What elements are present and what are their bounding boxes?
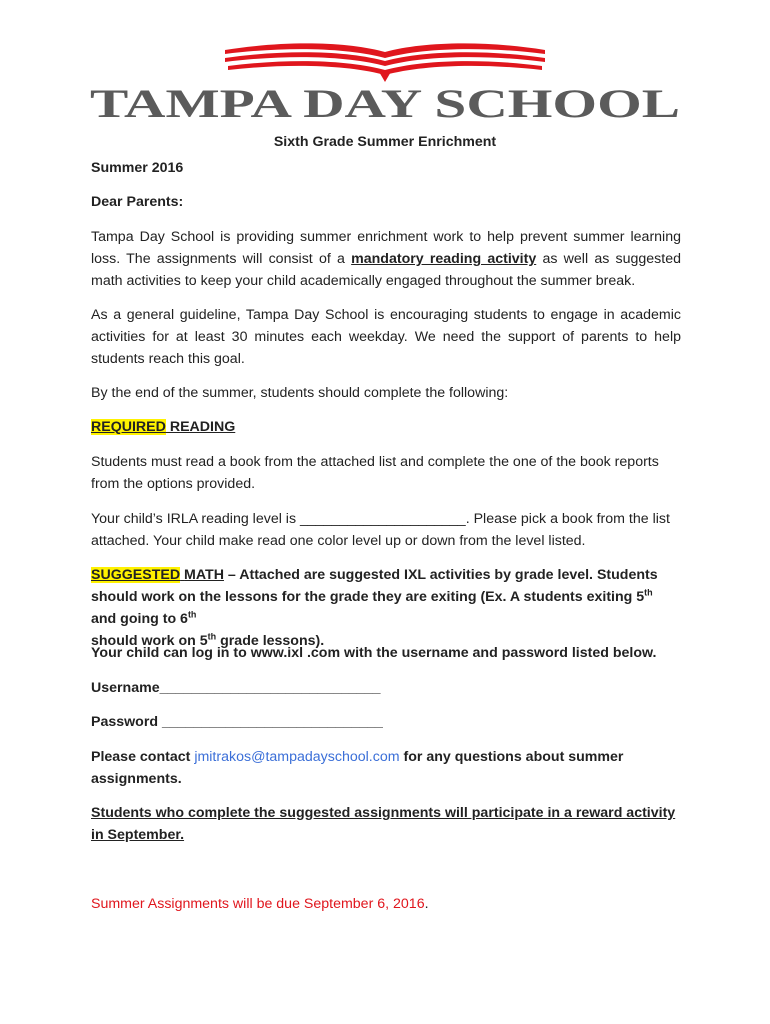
contact-text-end: for any questions about summer assignments.	[91, 749, 624, 787]
math-sup-1: th	[644, 587, 653, 598]
document-title: Sixth Grade Summer Enrichment	[273, 134, 497, 150]
ixl-login-instructions: Your child can log in to www.ixl .com with the username and password listed below.	[91, 645, 657, 661]
contact-text-start: Please contact	[91, 749, 195, 765]
due-date-punct: .	[424, 896, 429, 912]
math-text-2: and going to 6	[91, 611, 188, 627]
school-name-wordmark: TAMPA DAY SCHOOL	[90, 81, 680, 122]
contact-email-link[interactable]: jmitrakos@tampadayschool.com	[194, 749, 400, 765]
math-text-1: – Attached are suggested IXL activities by grade level. Students should work on the lessons for the grade they are exiting (Ex. A students exiting 5	[91, 567, 658, 605]
due-date-text: Summer Assignments will be due September 6, 2016	[91, 896, 425, 912]
salutation: Dear Parents:	[91, 194, 184, 210]
date-line: Summer 2016	[91, 160, 184, 176]
reading-level-text: Your child’s IRLA reading level is	[91, 511, 300, 527]
suggested-highlight: SUGGESTED	[91, 567, 181, 583]
math-sup-3: th	[207, 631, 217, 642]
school-logo	[88, 42, 682, 122]
suggested-math-label	[91, 567, 224, 583]
password-line	[91, 711, 681, 733]
username-label: Username	[91, 680, 160, 696]
complete-intro: By the end of the summer, students should complete the following:	[91, 385, 509, 401]
math-paragraph	[91, 564, 681, 652]
reading-level-paragraph	[91, 508, 681, 552]
username-line	[91, 677, 681, 699]
intro-text-start: Tampa Day School is providing summer enrichment work to help prevent summer learning loss. The assignments will consist of a	[91, 229, 681, 267]
open-book-logo-icon	[88, 42, 682, 122]
due-date-line	[91, 893, 681, 915]
required-highlight: REQUIRED	[91, 419, 166, 435]
math-label: MATH	[184, 567, 224, 583]
guideline-paragraph: As a general guideline, Tampa Day School is encouraging students to engage in academic activities for at least 30 minutes each weekday. We need the support of parents to help students reach this goal.	[91, 307, 681, 367]
username-blank[interactable]: ____________________________	[159, 680, 381, 696]
math-text-4: grade lessons).	[216, 633, 325, 649]
reward-paragraph: Students who complete the suggested assignments will participate in a reward activity in September.	[91, 805, 676, 843]
intro-text-end: as well as suggested math activities to keep your child academically engaged throughout the summer break.	[91, 251, 681, 289]
reading-heading-rest: READING	[165, 419, 236, 435]
required-reading-heading	[91, 416, 681, 438]
math-sup-2: th	[187, 609, 197, 620]
reading-level-instructions: . Please pick a book from the list attached. Your child make read one color level up or down from the level listed.	[91, 511, 670, 549]
password-label: Password	[91, 714, 162, 730]
contact-paragraph	[91, 746, 681, 790]
intro-paragraph	[91, 226, 681, 292]
reading-body: Students must read a book from the attached list and complete the one of the book reports from the options provided.	[91, 454, 659, 492]
mandatory-emphasis: mandatory reading activity	[351, 251, 537, 267]
math-text-3: should work on 5	[91, 633, 208, 649]
password-blank[interactable]: ____________________________	[161, 714, 383, 730]
reading-level-blank[interactable]: _____________________	[300, 511, 466, 527]
